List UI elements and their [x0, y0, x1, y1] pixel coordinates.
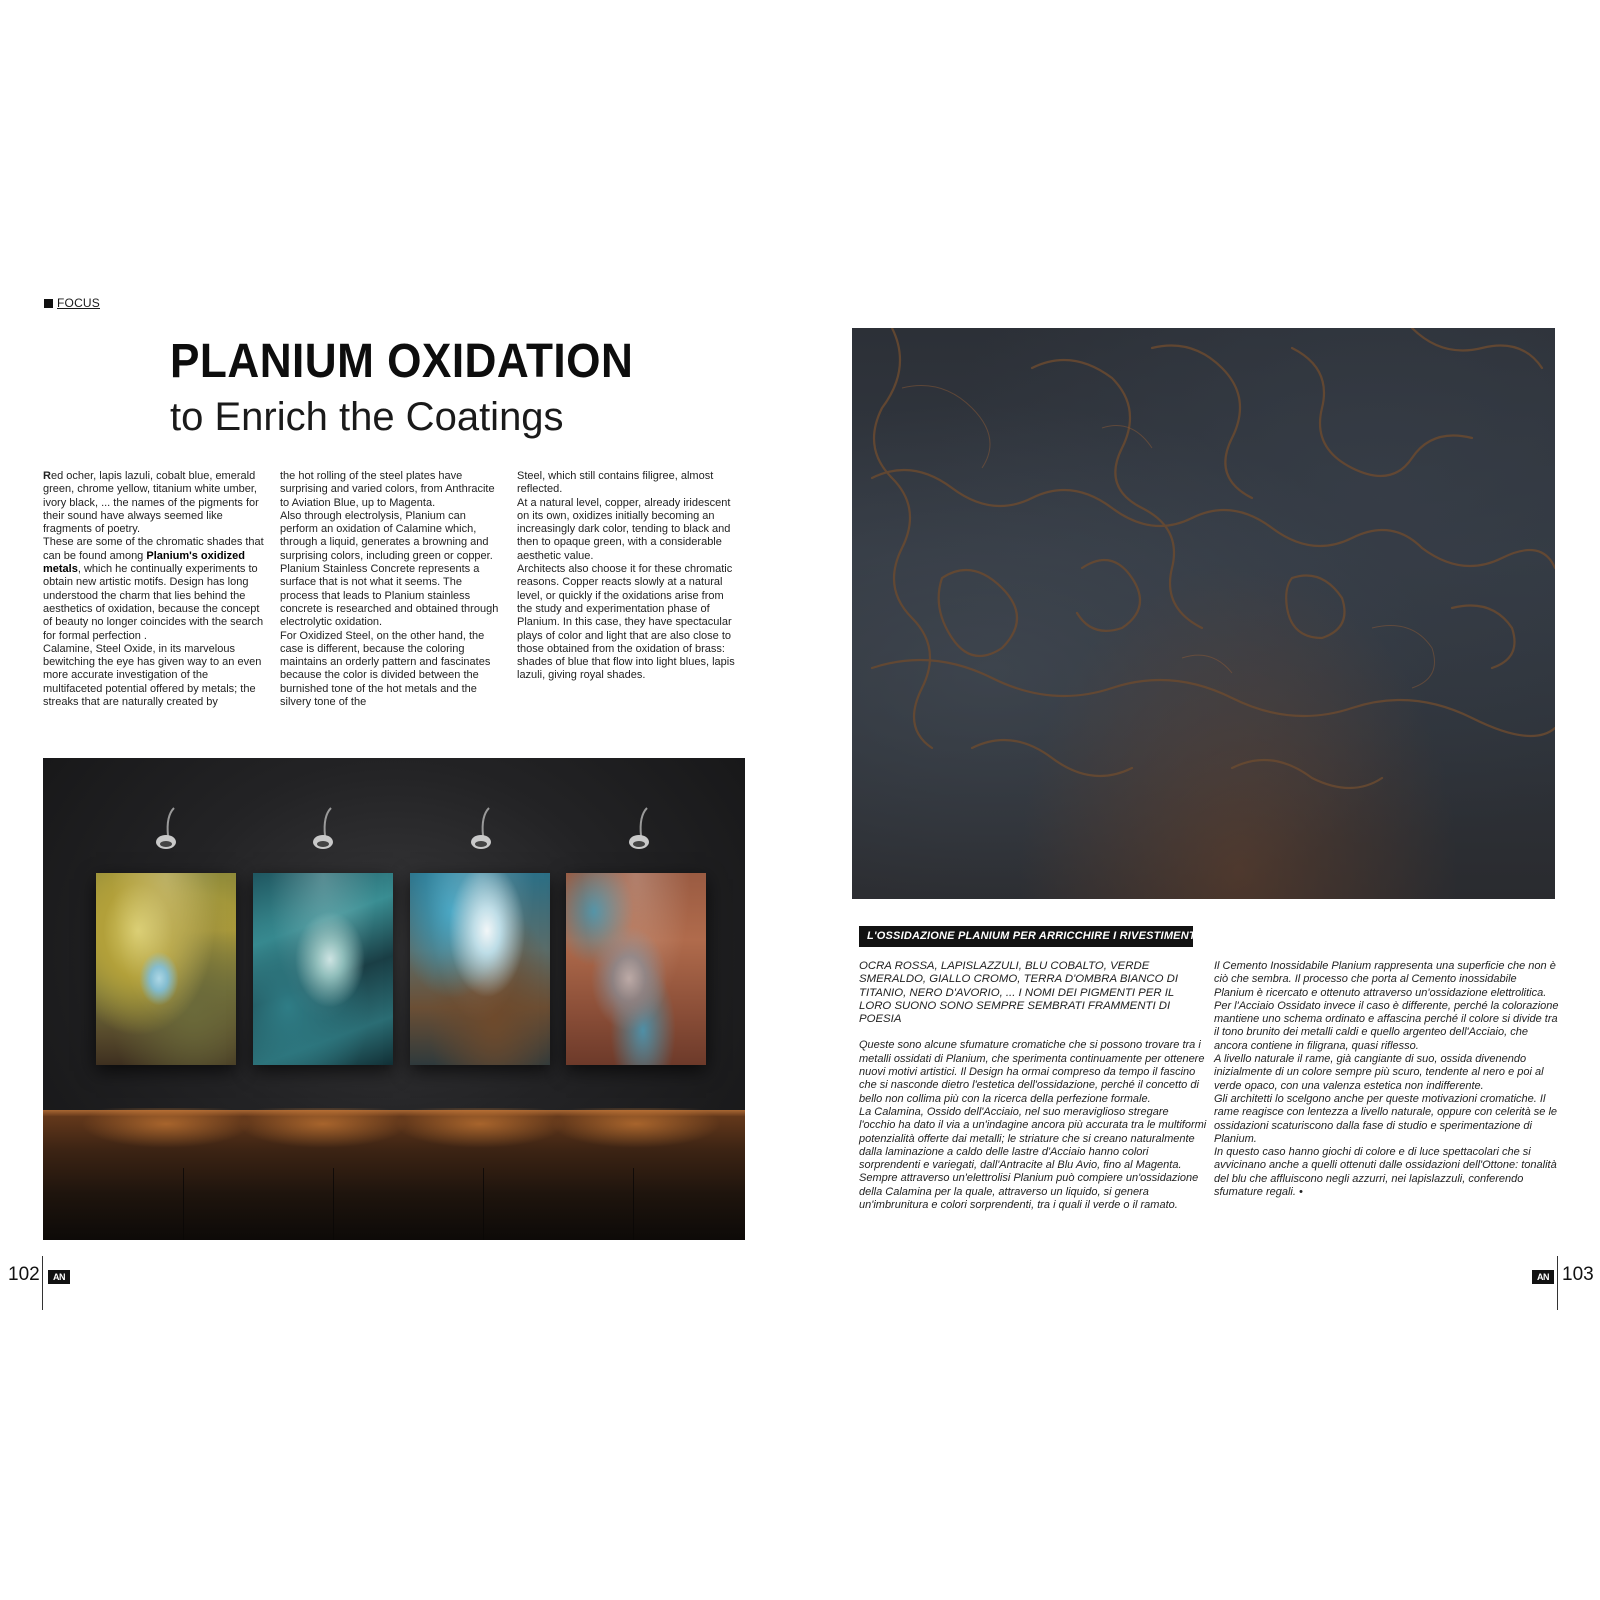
page-number-right: 103	[1562, 1264, 1594, 1285]
paragraph: Architects also choose it for these chromatic reasons. Copper reacts slowly at a natural level, or quickly if the oxidations arise from the study and experimentation phase of Planium. In this case, they have spectacular plays of color and light that are also close to those obtained from the oxidation of brass: shades of blue that flow into light blues, lapis lazuli, giving royal shades.	[517, 563, 735, 682]
page-number-left: 102	[8, 1264, 40, 1285]
bold-phrase: Planium's oxidized metals	[43, 549, 245, 576]
paragraph: In questo caso hanno giochi di colore e di luce spettacolari che si avvicinano anche a quelli ottenuti dalle ossidazioni dell'Ottone: tonalità del blu che affluiscono negli azzurri, nei lapislazzuli, conferendo sfumature regali. •	[1214, 1146, 1557, 1199]
magazine-logo: AN	[1532, 1270, 1554, 1284]
oxidized-metal-photo	[852, 328, 1555, 899]
paragraph	[43, 470, 265, 536]
section-tag	[44, 296, 100, 310]
section-square-icon	[44, 299, 53, 308]
paragraph-text: ed ocher, lapis lazuli, cobalt blue, emerald green, chrome yellow, titanium white umber, ivory black, ... the names of the pigments for their sound have always seemed like fragments of poetry.	[43, 470, 259, 536]
spotlight-icon	[148, 806, 188, 856]
paragraph: Also through electrolysis, Planium can perform an oxidation of Calamine which, through a liquid, generates a browning and surprising colors, including green or copper.	[280, 509, 493, 562]
paragraph: the hot rolling of the steel plates have surprising and varied colors, from Anthracite to Aviation Blue, up to Magenta.	[280, 470, 495, 509]
paragraph: Steel, which still contains filigree, almost reflected.	[517, 470, 714, 496]
english-column-3	[517, 470, 739, 683]
english-column-2	[280, 470, 502, 709]
article-subtitle: to Enrich the Coatings	[170, 395, 564, 439]
paragraph: Il Cemento Inossidabile Planium rappresenta una superficie che non è ciò che sembra. Il processo che porta al Cemento inossidabile Planium è ricercato e ottenuto attraverso un'ossidazione elettrolitica. Per l'Acciaio Ossidato invece il caso è differente, perché la colorazione mantiene uno schema ordinato e affascina perché il colore si divide tra il tono brunito dei metalli caldi e quello argenteo dell'Acciaio, che ancora contiene in filigrana, quasi riflesso.	[1214, 960, 1559, 1052]
paragraph-text: These are some of the chromatic shades that can be found among	[43, 536, 264, 562]
italian-column-2	[1214, 960, 1559, 1199]
spotlight-icon	[621, 806, 661, 856]
paragraph: Sempre attraverso un'elettrolisi Planium può compiere un'ossidazione della Calamina per la quale, attraverso un liquido, si genera un'imbrunitura e colori sorprendenti, tra i quali il verde o il ramato.	[859, 1172, 1199, 1212]
paragraph: Gli architetti lo scelgono anche per queste motivazioni cromatiche. Il rame reagisce con lentezza a livello naturale, oppure con celerità se le ossidazioni scaturiscono dalla fase di studio e sperimentazione di Planium.	[1214, 1092, 1558, 1145]
paragraph: At a natural level, copper, already iridescent on its own, oxidizes initially becoming an increasingly dark color, tending to black and then to opaque green, with a considerable aesthetic value.	[517, 496, 731, 562]
paragraph: For Oxidized Steel, on the other hand, the case is different, because the coloring maintains an orderly pattern and fascinates because the color is divided between the burnished tone of the hot metals and the silvery tone of the	[280, 629, 491, 709]
folio-rule	[42, 1256, 43, 1310]
paragraph: A livello naturale il rame, già cangiante di suo, ossida divenendo inizialmente di un colore sempre più scuro, tendente al nero e poi al verde opaco, con una valenza estetica non indifferente.	[1214, 1053, 1544, 1092]
paragraph: Planium Stainless Concrete represents a surface that is not what it seems. The process that leads to Planium stainless concrete is researched and obtained through electrolytic oxidation.	[280, 563, 499, 629]
paragraph: La Calamina, Ossido dell'Acciaio, nel suo meraviglioso stregare l'occhio ha dato il via a un'indagine ancora più accurata tra le multiformi potenzialità offerte dai metalli; le striature che si creano naturalmente dalla laminazione a caldo delle lastre d'Acciaio hanno colori sorprendenti e variegati, dall'Antracite al Blu Avio, fino al Magenta.	[859, 1105, 1207, 1172]
italian-column-1	[859, 960, 1207, 1212]
english-column-1	[43, 470, 265, 709]
paragraph	[43, 536, 265, 642]
italian-lead: OCRA ROSSA, LAPISLAZZULI, BLU COBALTO, VERDE SMERALDO, GIALLO CROMO, TERRA D'OMBRA BIANCO DI TITANIO, NERO D'AVORIO, ... I NOMI DEI PIGMENTI PER IL LORO SUONO SONO SEMPRE SEMBRATI FRAMMENTI DI POESIA	[859, 960, 1179, 1026]
article-title: PLANIUM OXIDATION	[170, 335, 634, 388]
spotlight-icon	[305, 806, 345, 856]
section-label: FOCUS	[57, 296, 100, 310]
paragraph: Calamine, Steel Oxide, in its marvelous bewitching the eye has given way to an even more accurate investigation of the multifaceted potential offered by metals; the streaks that are naturally created by	[43, 642, 262, 709]
gallery-photo	[43, 758, 745, 1240]
drop-cap: R	[43, 470, 51, 482]
paragraph-text: , which he continually experiments to obtain new artistic motifs. Design has long understood the charm that lies behind the aesthetics of oxidation, because the concept of beauty no longer coincides with the search for formal perfection .	[43, 563, 264, 642]
magazine-logo: AN	[48, 1270, 70, 1284]
italian-heading: L'OSSIDAZIONE PLANIUM PER ARRICCHIRE I RIVESTIMENTI	[859, 926, 1193, 947]
paragraph: Queste sono alcune sfumature cromatiche che si possono trovare tra i metalli ossidati di Planium, che sperimenta continuamente per ottenere nuovi motivi artistici. Il Design ha ormai compreso da tempo il fascino che si nasconde dietro l'estetica dell'ossidazione, perché il concetto di bello non collima più con la ricerca della perfezione formale.	[859, 1039, 1205, 1105]
spotlight-icon	[463, 806, 503, 856]
folio-rule	[1557, 1256, 1558, 1310]
